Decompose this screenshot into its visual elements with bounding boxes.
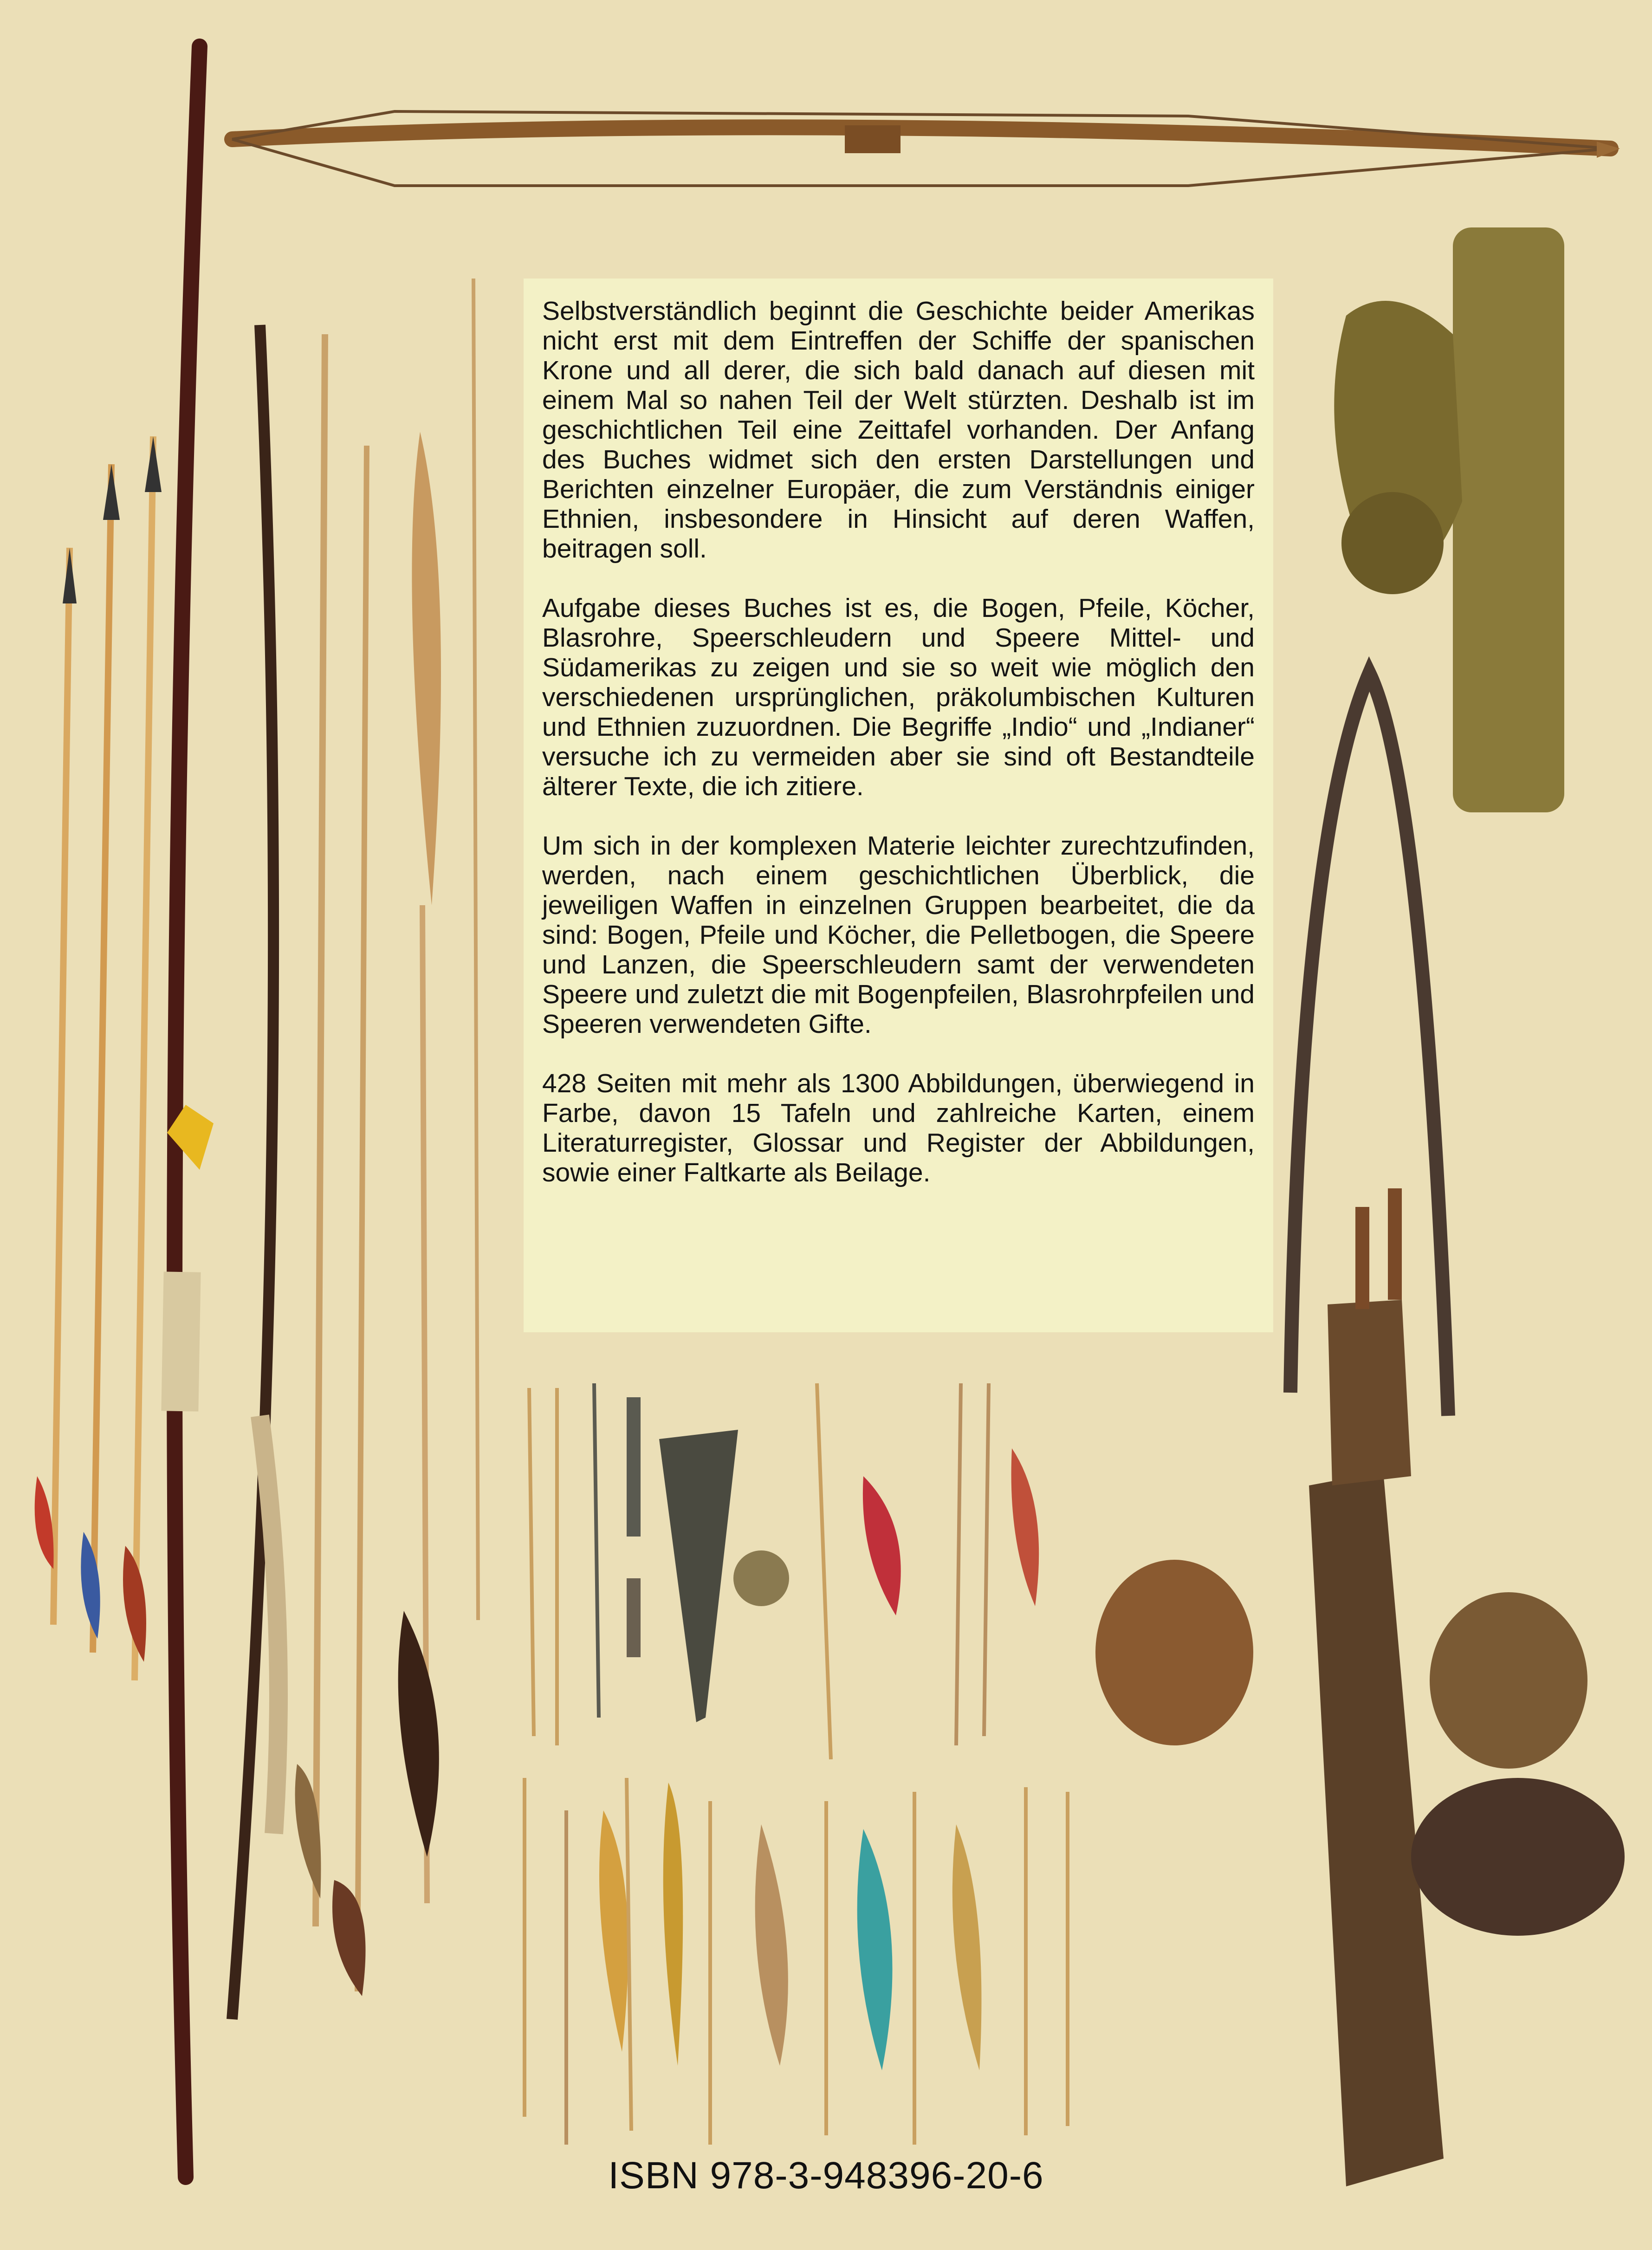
arrow-collection-image (525, 1383, 1068, 2145)
arrows-left-image (35, 436, 162, 1680)
description-paragraph-4: 428 Seiten mit mehr als 1300 Abbildungen, überwiegend in Farbe, davon 15 Tafeln und zahlreiche Karten, einem Literaturregister, Glossar und Register der Abbildungen, sowie einer Faltkarte als Beilage. (542, 1069, 1255, 1187)
carved-figure-image (1334, 227, 1564, 812)
description-paragraph-1: Selbstverständlich beginnt die Geschichte beider Amerikas nicht erst mit dem Eintreffen der Schiffe der spanischen Krone und all derer, die sich bald danach auf diesen mit einem Mal so nahen Teil der Welt stürzten. Deshalb ist im geschichtlichen Teil eine Zeittafel vorhanden. Der Anfang des Buches widmet sich den ersten Darstellungen und Berichten einzelner Europäer, die zum Verständnis einiger Ethnien, insbesondere in Hinsicht auf deren Waffen, beitragen soll. (542, 296, 1255, 564)
description-text-panel (524, 279, 1273, 1332)
description-paragraph-2: Aufgabe dieses Buches ist es, die Bogen, Pfeile, Köcher, Blasrohre, Speerschleudern und Speere Mittel- und Südamerikas zu zeigen und sie so weit wie möglich den verschiedenen ursprünglichen, präkolumbischen Kulturen und Ethnien zuzuordnen. Die Begriffe „Indio“ und „Indianer“ versuche ich zu vermeiden aber sie sind oft Bestandteile älterer Texte, die ich zitiere. (542, 593, 1255, 801)
spears-and-bows-image (232, 279, 478, 2019)
description-paragraph-3: Um sich in der komplexen Materie leichter zurechtzufinden, werden, nach einem geschichtlichen Überblick, die jeweiligen Waffen in einzelnen Gruppen bearbeitet, die da sind: Bogen, Pfeile und Köcher, die Pelletbogen, die Speere und Lanzen, die Speerschleudern samt der verwendeten Speere und zuletzt die mit Bogenpfeilen, Blasrohrpfeilen und Speeren verwendeten Gifte. (542, 831, 1255, 1039)
long-bow-image (161, 46, 214, 2177)
pellet-bow-image (232, 111, 1620, 186)
isbn-label: ISBN 978-3-948396-20-6 (608, 2154, 1044, 2197)
